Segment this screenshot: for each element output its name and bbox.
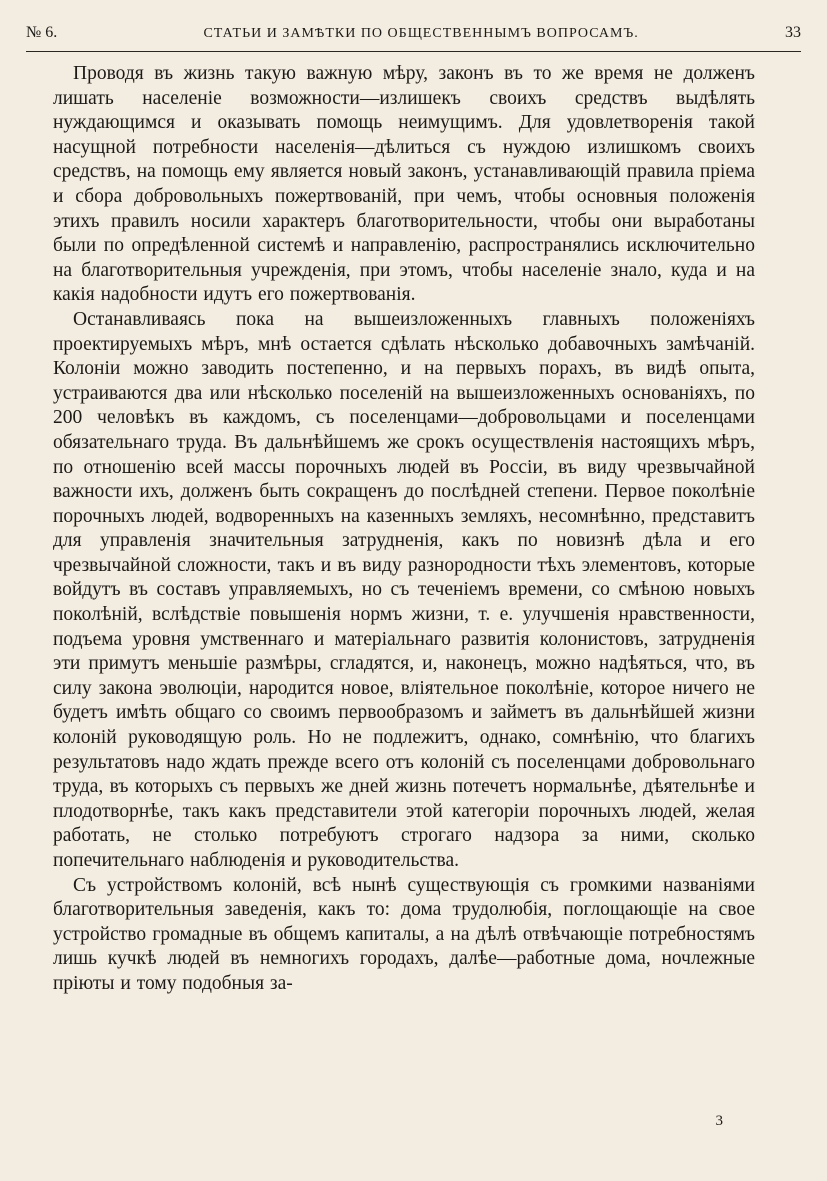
running-title: СТАТЬИ И ЗАМѢТКИ ПО ОБЩЕСТВЕННЫМЪ ВОПРОСАМЪ. <box>203 26 639 41</box>
paragraph: Съ устройствомъ колоній, всѣ нынѣ существующія съ громкими названіями благотворительныя заведенія, какъ то: дома трудолюбія, поглощающіе на свое устройство громадные въ общемъ капиталы, а на дѣлѣ отвѣчающіе потребностямъ лишь кучкѣ людей въ немногихъ городахъ, далѣе—работные дома, ночлежные пріюты и тому подобныя за- <box>53 874 755 994</box>
issue-number: № 6. <box>26 24 58 41</box>
paragraph: Останавливаясь пока на вышеизложенныхъ главныхъ положеніяхъ проектируемыхъ мѣръ, мнѣ остается сдѣлать нѣсколько добавочныхъ замѣчаній. Колоніи можно заводить постепенно, и на первыхъ порахъ, въ видѣ опыта, устраиваются два или нѣсколько поселеній на вышеизложенныхъ основаніяхъ, по 200 человѣкъ въ каждомъ, съ поселенцами—добровольцами и поселенцами обязательнаго труда. Въ дальнѣйшемъ же срокъ осуществленія настоящихъ мѣръ, по отношенію всей массы порочныхъ людей въ Россіи, въ виду чрезвычайной важности ихъ, долженъ быть сокращенъ до послѣдней степени. Первое поколѣніе порочныхъ людей, водворенныхъ на казенныхъ земляхъ, несомнѣнно, представитъ для управленія значительныя затрудненія, какъ по новизнѣ дѣла и его чрезвычайной сложности, такъ и въ виду разнородности тѣхъ элементовъ, которые войдутъ въ составъ управляемыхъ, но съ теченіемъ времени, со смѣною новыхъ поколѣній, вслѣдствіе повышенія нормъ жизни, т. е. улучшенія нравственности, подъема уровня умственнаго и матеріальнаго развитія колонистовъ, затрудненія эти примутъ меньшіе размѣры, сгладятся, и, наконецъ, можно надѣяться, что, въ силу закона эволюціи, народится новое, вліятельное поколѣніе, которое ничего не будетъ имѣть общаго со своимъ первообразомъ и займетъ въ дальнѣйшей жизни колоній руководящую роль. Но не подлежитъ, однако, сомнѣнію, что благихъ результатовъ надо ждать прежде всего отъ колоній съ поселенцами добровольнаго труда, въ которыхъ съ первыхъ же дней жизнь потечетъ нормальнѣе, дѣятельнѣе и плодотворнѣе, такъ какъ представители этой категоріи порочныхъ людей, желая работать, не столько потребуютъ строгаго надзора за ними, сколько попечительнаго наблюденія и руководительства. <box>53 308 755 871</box>
header-rule <box>26 51 801 52</box>
paragraph: Проводя въ жизнь такую важную мѣру, законъ въ то же время не долженъ лишать населеніе возможности—излишекъ своихъ средствъ выдѣлять нуждающимся и оказывать помощь неимущимъ. Для удовлетворенія такой насущной потребности населенія—дѣлиться съ нуждою излишкомъ своихъ средствъ, на помощь ему является новый законъ, устанавливающій правила пріема и сбора добровольныхъ пожертвованій, при чемъ, чтобы основныя положенія этихъ правилъ носили характеръ благотворительности, чтобы они выработаны были по опредѣленной системѣ и направленію, распространялись исключительно на благотворительныя учрежденія, при этомъ, чтобы населеніе знало, куда и на какія надобности идутъ его пожертвованія. <box>53 63 755 306</box>
page-number: 33 <box>785 24 801 41</box>
body-text <box>53 62 755 997</box>
page-header <box>26 24 801 50</box>
signature-mark: 3 <box>715 1113 723 1129</box>
